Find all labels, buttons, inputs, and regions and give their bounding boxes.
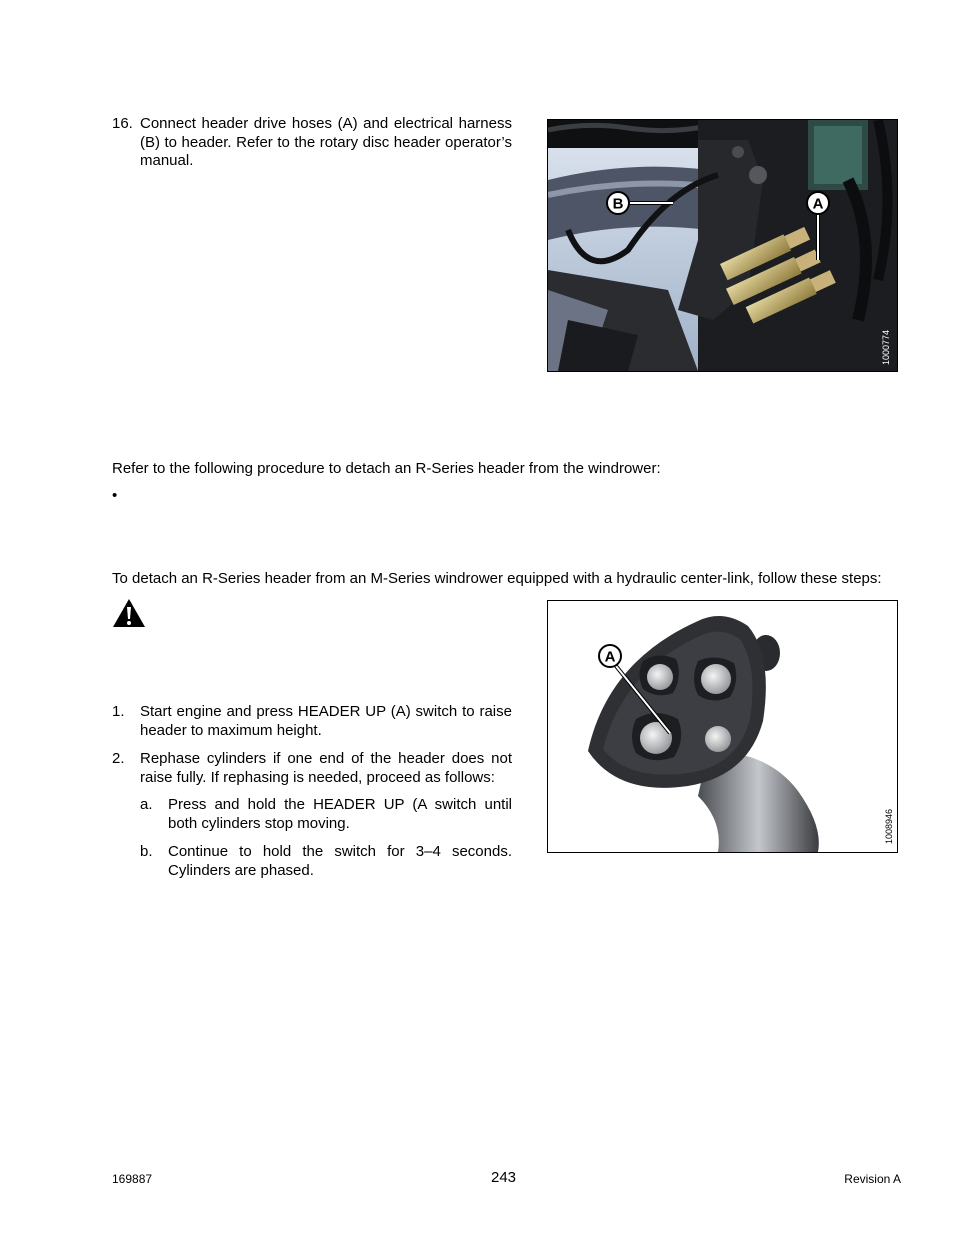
intro-text: Refer to the following procedure to detach an R-Series header from the windrower: — [112, 460, 661, 477]
joystick-drawing — [548, 601, 897, 852]
joystick-illustration — [547, 600, 898, 853]
revision-label: Revision A — [844, 1172, 901, 1186]
substep-text: Continue to hold the switch for 3–4 seconds. Cylinders are phased. — [168, 843, 512, 879]
figure-ref-number: 1008946 — [884, 808, 894, 844]
step-text: Start engine and press HEADER UP (A) switch to raise header to maximum height. — [140, 703, 512, 739]
hoses-harness-photo — [547, 119, 898, 372]
warning-triangle-icon — [112, 598, 146, 628]
procedure-intro: To detach an R-Series header from an M-Series windrower equipped with a hydraulic center-link, follow these steps: — [112, 570, 882, 587]
step-16 — [112, 115, 512, 171]
hoses-harness-illustration — [548, 120, 897, 371]
substep-b — [140, 843, 512, 880]
step-text: Rephase cylinders if one end of the header does not raise fully. If rephasing is needed, proceed as follows: — [140, 750, 512, 786]
substep-text: Press and hold the HEADER UP (A switch until both cylinders stop moving. — [168, 796, 512, 832]
callout-a: A — [812, 195, 824, 213]
substep-letter: a. — [140, 796, 153, 813]
callout-a: A — [604, 648, 616, 666]
doc-number: 169887 — [112, 1172, 153, 1186]
step-text: Connect header drive hoses (A) and electrical harness (B) to header. Refer to the rotary disc header operator’s manual. — [140, 115, 512, 169]
callout-b: B — [612, 195, 624, 213]
bullet: • — [112, 487, 118, 504]
substep-letter: b. — [140, 843, 153, 860]
step-2 — [112, 750, 512, 787]
step-number: 2. — [112, 750, 125, 767]
page-number: 243 — [491, 1169, 517, 1186]
substep-a — [140, 796, 512, 833]
figure-ref-number: 1000774 — [881, 329, 891, 365]
step-1 — [112, 703, 512, 740]
step-number: 1. — [112, 703, 125, 720]
step-number: 16. — [112, 115, 133, 132]
